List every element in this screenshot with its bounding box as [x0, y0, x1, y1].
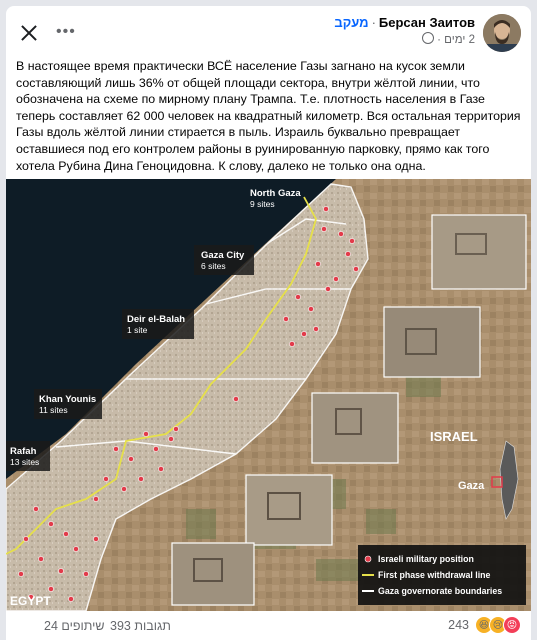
more-options-icon[interactable]: ••• [56, 23, 76, 40]
legend-marker-position [365, 556, 371, 562]
post-text: В настоящее время практически ВСЁ население Газы загнано на кусок земли составляющий лишь 36% от общей площади сектора, внутри жёлтой линии, что обозначена на схеме по мирному плану Трампа. Т.е. плотность населения в Газе теперь составляет 62 000 человек на квадратный километр. Вся остальная территория Газы вдоль жёлтой линии стирается в пыль. Израиль буквально превращает оставшиеся под его контролем районы в руинированную парковку, прямо как того хотела Рубина Дина Геноцидовна. К слову, далеко не только она одна. [16, 59, 521, 173]
region-sites-deir-el-balah: 1 site [127, 325, 148, 335]
country-label-egypt: EGYPT [10, 594, 51, 608]
avatar[interactable] [483, 14, 521, 52]
author-name[interactable]: Берсан Заитов [378, 15, 475, 30]
comments-count[interactable]: 393 תגובות [110, 619, 171, 633]
legend-label-position: Israeli military position [378, 554, 474, 564]
locator-label-gaza: Gaza [458, 480, 485, 492]
shares-count[interactable]: 24 שיתופים [44, 619, 105, 633]
legend-label-withdrawal: First phase withdrawal line [378, 570, 491, 580]
author-line [334, 15, 475, 30]
reactions-count: 243 [448, 618, 469, 632]
region-sites-gaza-city: 6 sites [201, 261, 226, 271]
region-name-khan-younis: Khan Younis [39, 394, 97, 405]
sad-reaction-icon: 😢 [489, 616, 507, 634]
separator: · [371, 15, 376, 30]
region-sites-khan-younis: 11 sites [39, 405, 68, 415]
post-footer [6, 611, 531, 640]
post-time[interactable]: 2 ימים [444, 34, 475, 46]
globe-icon [422, 32, 434, 44]
region-label-north-gaza [246, 184, 308, 214]
angry-reaction-icon: 😡 [503, 616, 521, 634]
country-label-israel: ISRAEL [430, 429, 478, 444]
region-sites-north-gaza: 9 sites [250, 199, 275, 209]
region-sites-rafah: 13 sites [10, 457, 40, 467]
legend-label-boundaries: Gaza governorate boundaries [378, 586, 503, 596]
region-name-deir-el-balah: Deir el-Balah [127, 314, 186, 325]
post-header [6, 6, 531, 56]
post-card [6, 6, 531, 640]
post-image-map[interactable] [6, 179, 531, 611]
region-name-gaza-city: Gaza City [201, 250, 245, 261]
post-meta [334, 15, 475, 46]
post-time-line: 2 ימים · [334, 32, 475, 46]
reactions-summary[interactable] [448, 616, 521, 634]
region-name-north-gaza: North Gaza [250, 188, 301, 199]
laugh-reaction-icon: 😆 [475, 616, 493, 634]
follow-button[interactable]: מעקב [334, 15, 369, 30]
region-name-rafah: Rafah [10, 446, 37, 457]
close-icon[interactable] [20, 24, 38, 42]
